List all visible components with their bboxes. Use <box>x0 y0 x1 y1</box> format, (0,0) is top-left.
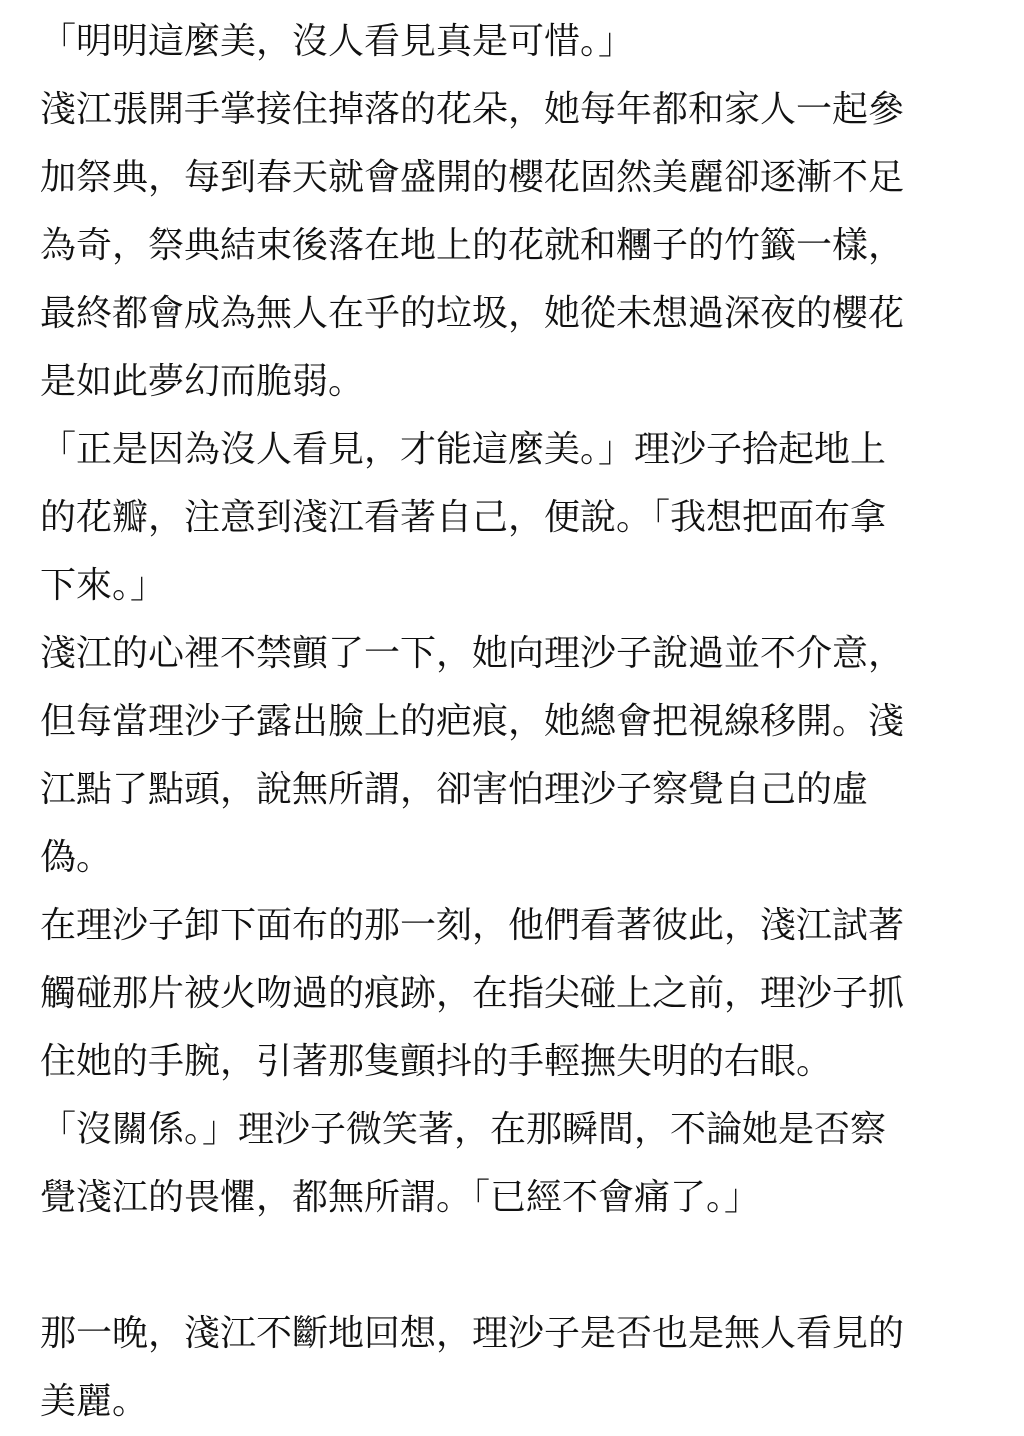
paragraph-scar: 淺江的心裡不禁顫了一下，她向理沙子說過並不介意， 但每當理沙子露出臉上的疤痕，她總會把視線移開。淺 江點了點頭，說無所謂，卻害怕理沙子察覺自己的虛 偽。 <box>40 633 905 878</box>
paragraph-unveiling: 在理沙子卸下面布的那一刻，他們看著彼此，淺江試著 觸碰那片被火吻過的痕跡，在指尖碰上之前，理沙子抓 住她的手腕，引著那隻顫抖的手輕撫失明的右眼。 <box>40 905 905 1082</box>
paragraph-quote-pity: 「明明這麼美，沒人看見真是可惜。」 <box>40 21 635 62</box>
paragraph-no-pain: 「沒關係。」理沙子微笑著，在那瞬間，不論她是否察 覺淺江的畏懼，都無所謂。「已經不會痛了。」 <box>40 1109 887 1218</box>
paragraph-that-night: 那一晚，淺江不斷地回想，理沙子是否也是無人看見的 美麗。 <box>40 1313 905 1422</box>
paragraph-gap <box>40 1232 984 1300</box>
paragraph-cherry-blossoms: 淺江張開手掌接住掉落的花朵，她每年都和家人一起參 加祭典，每到春天就會盛開的櫻花固然美麗卻逐漸不足 為奇，祭典結束後落在地上的花就和糰子的竹籤一樣， 最終都會成為無人在乎的垃圾，她從未想過深夜的櫻花 是如此夢幻而脆弱。 <box>40 89 905 402</box>
paragraph-quote-beauty: 「正是因為沒人看見，才能這麼美。」理沙子拾起地上 的花瓣，注意到淺江看著自己，便說。「我想把面布拿 下來。」 <box>40 429 887 606</box>
